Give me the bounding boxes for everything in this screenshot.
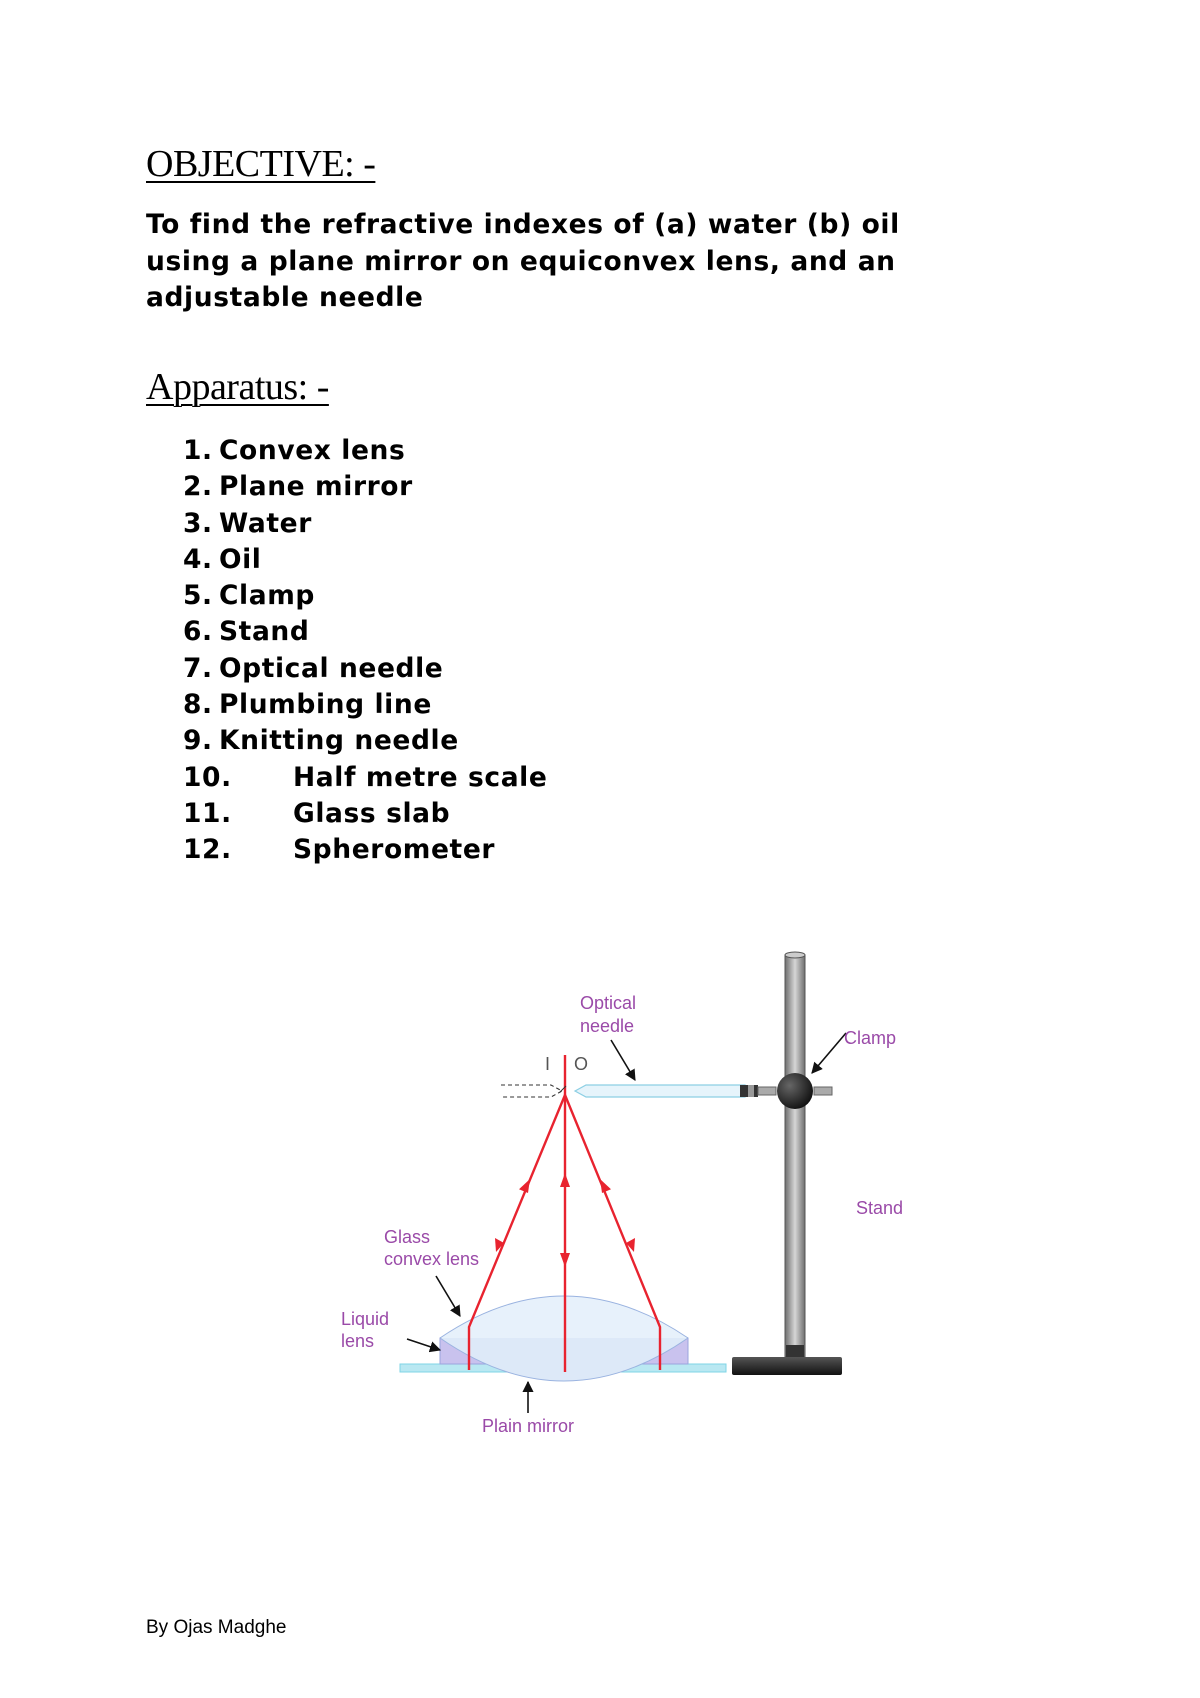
- label-image-mark: I: [545, 1054, 551, 1074]
- item-label: Plumbing line: [219, 689, 432, 721]
- label-object-mark: O: [574, 1054, 589, 1074]
- author-footer: By Ojas Madghe: [146, 1617, 287, 1638]
- image-needle: [501, 1085, 562, 1097]
- item-number: 6.: [183, 616, 213, 648]
- item-label: Half metre scale: [293, 761, 548, 793]
- label-stand: Stand: [856, 1198, 904, 1218]
- item-number: 4.: [183, 543, 213, 575]
- item-label: Glass slab: [293, 797, 451, 829]
- item-number: 10.: [183, 761, 232, 793]
- item-number: 9.: [183, 725, 213, 757]
- label-glass-lens-2: convex lens: [384, 1249, 480, 1269]
- item-number: 1.: [183, 435, 213, 466]
- item-number: 2.: [183, 471, 213, 503]
- item-number: 11.: [183, 797, 232, 829]
- item-label: Oil: [219, 543, 262, 575]
- item-label: Plane mirror: [219, 471, 413, 503]
- label-plain-mirror: Plain mirror: [482, 1416, 575, 1436]
- item-number: 8.: [183, 689, 213, 721]
- item-label: Water: [219, 507, 312, 539]
- item-number: 12.: [183, 834, 232, 866]
- label-clamp: Clamp: [844, 1028, 897, 1048]
- objective-heading: OBJECTIVE: -: [146, 143, 376, 185]
- label-optical-needle-2: needle: [580, 1016, 635, 1036]
- objective-text: To find the refractive indexes of (a) water (b) oil using a plane mirror on equiconvex lens, and an adjustable needle: [146, 209, 900, 313]
- item-number: 7.: [183, 652, 213, 684]
- label-optical-needle: Optical: [580, 993, 637, 1013]
- label-liquid-lens-2: lens: [341, 1331, 375, 1351]
- item-number: 5.: [183, 580, 213, 612]
- optical-needle: [575, 1085, 758, 1097]
- label-liquid-lens: Liquid: [341, 1309, 390, 1329]
- stand: [732, 952, 842, 1375]
- item-label: Knitting needle: [219, 725, 459, 757]
- label-glass-lens: Glass: [384, 1227, 431, 1247]
- item-label: Spherometer: [293, 834, 496, 866]
- item-label: Clamp: [219, 580, 315, 612]
- item-label: Stand: [219, 616, 310, 648]
- clamp: [758, 1073, 832, 1109]
- item-label: Convex lens: [219, 435, 406, 466]
- item-label: Optical needle: [219, 652, 444, 684]
- apparatus-heading: Apparatus: -: [146, 366, 329, 408]
- item-number: 3.: [183, 507, 213, 539]
